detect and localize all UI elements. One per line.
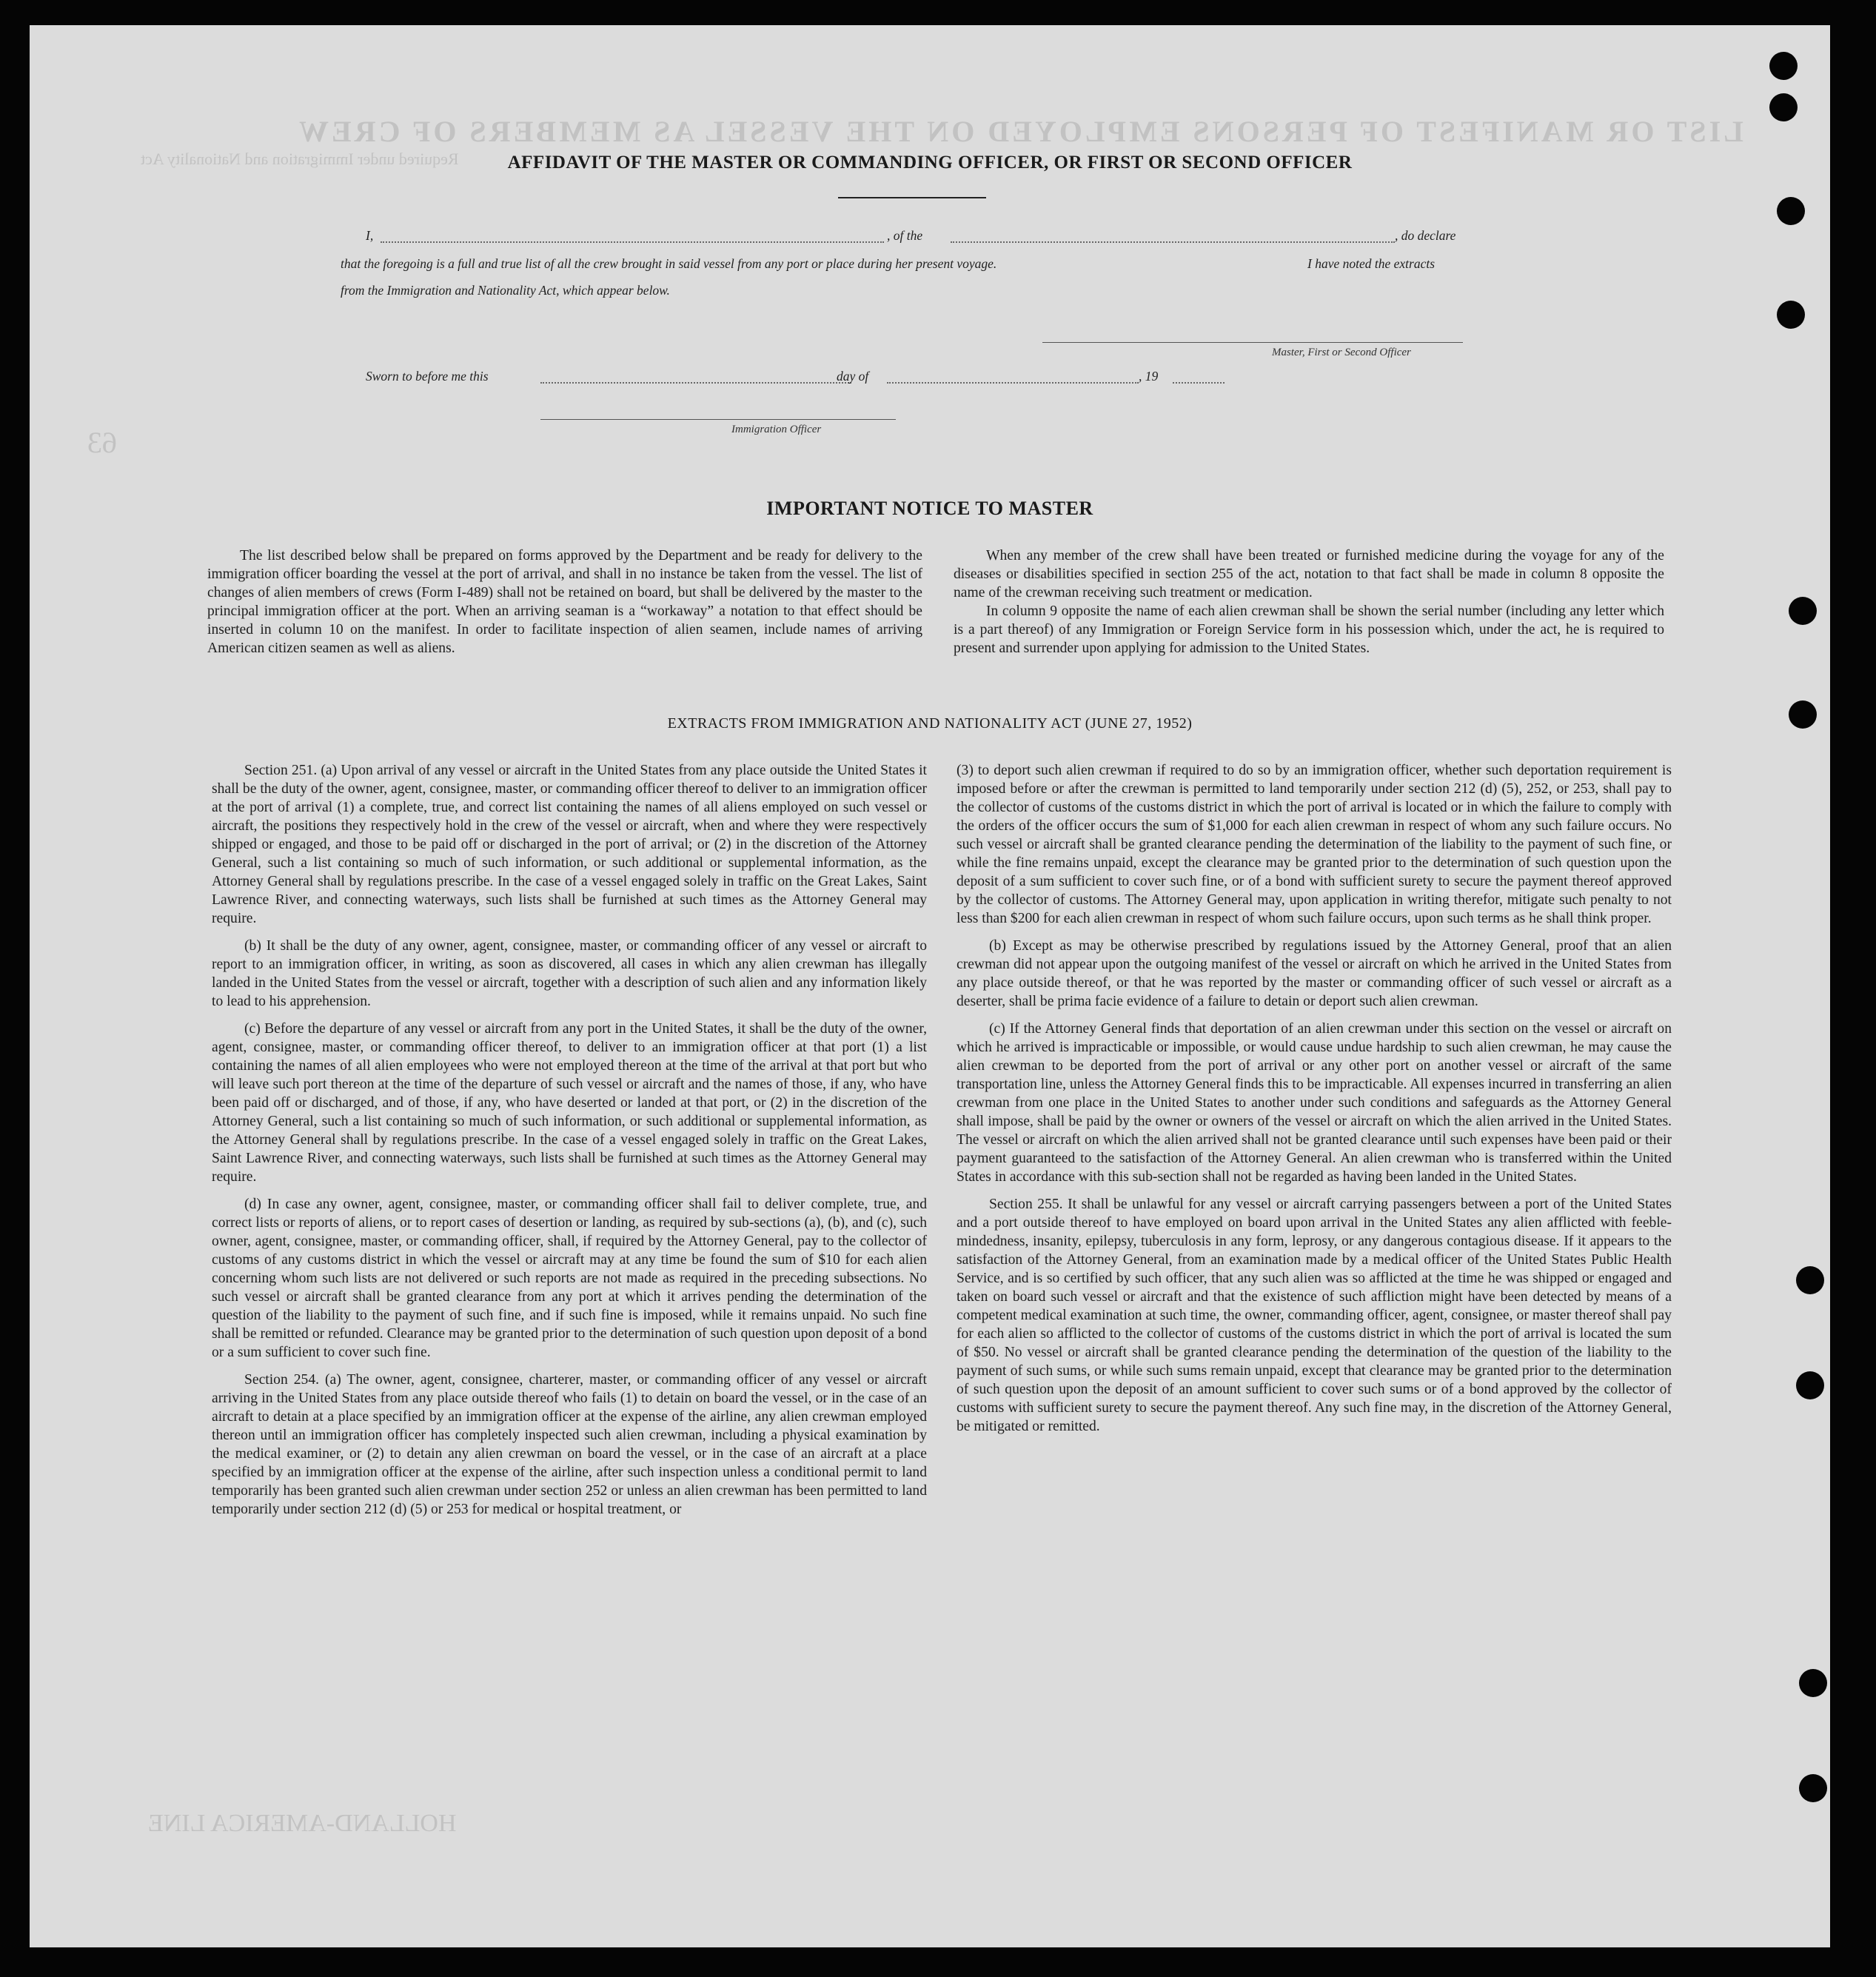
bleed-through-heading: LIST OR MANIFEST OF PERSONS EMPLOYED ON THE VESSEL AS MEMBERS OF CREW bbox=[296, 115, 1743, 148]
notice-right-paragraph-1: When any member of the crew shall have been treated or furnished medicine during the voyage for any of the diseases or disabilities specified in section 255 of the act, notation to that fact shall be made in column 8 opposite the name of the crewman receiving such treatment or medication. bbox=[954, 548, 1664, 601]
affidavit-line3: from the Immigration and Nationality Act, which appear below. bbox=[341, 283, 670, 298]
notice-title: IMPORTANT NOTICE TO MASTER bbox=[766, 498, 1093, 519]
year-label: , 19 bbox=[1139, 369, 1159, 384]
section-251d: (d) In case any owner, agent, consignee, master, or commanding officer shall fail to deliver complete, true, and correct lists or reports of aliens, or to report cases of desertion or landing, as required by sub-sections (a), (b), and (c), such owner, agent, consignee, master, or commanding officer, shall, if required by the Attorney General, pay to the collector of customs of any customs district in which the vessel or aircraft may at any time be found the sum of $10 for each alien concerning whom such lists are not delivered or such reports are not made as required in the preceding subsections. No such vessel or aircraft shall be granted clearance from any port at which it arrives pending the determination of the question of the liability to the payment of such fine, and if such fine is imposed, while it remains unpaid. No such fine shall be remitted or refunded. Clearance may be granted prior to the determination of such question upon deposit of a bond or a sum sufficient to cover such fine. bbox=[212, 1197, 927, 1360]
signature-line[interactable] bbox=[1042, 342, 1463, 343]
affidavit-i: I, bbox=[366, 228, 374, 243]
notice-right-paragraph-2: In column 9 opposite the name of each alien crewman shall be shown the serial number (including any letter which is a part thereof) of any Immigration or Foreign Service form in his possession which, under the act, he is required to present and surrender upon applying for admission to the United States. bbox=[954, 603, 1664, 656]
section-251a: Section 251. (a) Upon arrival of any vessel or aircraft in the United States from any place outside the United States it shall be the duty of the owner, agent, consignee, master, or commanding officer thereof to deliver to an immigration officer at the port of arrival (1) a complete, true, and correct list containing the names of all aliens employed on such vessel or aircraft, the positions they respectively hold in the crew of the vessel or aircraft, when and where they were respectively shipped or engaged, and those to be paid off or discharged in the port of arrival; or (2) in the discretion of the Attorney General, such a list containing so much of such information, or such additional or supplemental information, as the Attorney General shall by regulations prescribe. In the case of a vessel engaged solely in traffic on the Great Lakes, Saint Lawrence River, and connecting waterways, such lists shall be furnished at such times as the Attorney General may require. bbox=[212, 763, 927, 926]
affidavit-line2: that the foregoing is a full and true list of all the crew brought in said vessel from any port or place during her present voyage. bbox=[341, 256, 997, 271]
officer-signature-line[interactable] bbox=[540, 419, 896, 420]
section-254a-continued: (3) to deport such alien crewman if required to do so by an immigration officer, whether such deportation requirement is imposed before or after the crewman is permitted to land temporarily under section 212 (d) (5), 252, or 253, shall pay to the collector of customs of the customs district in which the port of arrival is located or in which the failure to comply with the orders of the officer occurs the sum of $1,000 for each alien crewman in respect of whom any such failure occurs. No such vessel or aircraft shall be granted clearance pending the determination of the liability to the payment of such fine, or while the fine remains unpaid, except the clearance may be granted prior to the determination of such question upon the deposit of a sum sufficient to cover such fine, or of a bond with sufficient surety to secure the payment thereof approved by the collector of customs. The Attorney General may, upon application in writing therefor, mitigate such penalty to not less than $200 for each alien crewman in respect of whom such failure occurs, upon such terms as he shall think proper. bbox=[957, 763, 1672, 926]
binder-hole bbox=[1777, 197, 1805, 225]
binder-hole bbox=[1799, 1774, 1827, 1802]
bleed-through-subheading: Required under Immigration and Nationality Act bbox=[141, 150, 459, 168]
binder-hole bbox=[1789, 700, 1817, 729]
month-blank[interactable] bbox=[887, 382, 1139, 384]
bleed-through-number: 63 bbox=[87, 426, 117, 459]
sworn-label: Sworn to before me this bbox=[366, 369, 489, 384]
title-underline bbox=[838, 197, 986, 198]
section-254a: Section 254. (a) The owner, agent, consignee, charterer, master, or commanding officer of any vessel or aircraft arriving in the United States from any place outside thereof who fails (1) to detain on board the vessel, or in the case of an aircraft to detain at a place specified by an immigration officer at the expense of the airline, any alien crewman employed thereon until an immigration officer has completely inspected such alien crewman, including a physical examination by the medical examiner, or (2) to detain any alien crewman on board the vessel, or in the case of an aircraft at a place specified by an immigration officer at the expense of the airline, after such inspection unless a conditional permit to land temporarily has been granted such alien crewman under section 252 or unless an alien crewman has been permitted to land temporarily under section 212 (d) (5) or 253 for medical or hospital treatment, or bbox=[212, 1372, 927, 1517]
binder-hole bbox=[1769, 52, 1798, 80]
extracts-right-column bbox=[957, 761, 1672, 1445]
officer-label: Immigration Officer bbox=[731, 424, 822, 435]
section-251c: (c) Before the departure of any vessel or aircraft from any port in the United States, it shall be the duty of the owner, agent, consignee, master, or commanding officer thereof, to deliver to an immigration officer at that port (1) a list containing the names of all alien employees who were not employed thereon at the time of the arrival at that port but who will leave such port thereon at the time of the departure of such vessel or aircraft and the names of those, if any, who have been paid off or discharged, and of those, if any, who have deserted or landed at that port, or (2) in the discretion of the Attorney General, such a list containing so much of such information, or such additional or supplemental information, as the Attorney General shall by regulations prescribe. In the case of a vessel engaged solely in traffic on the Great Lakes, Saint Lawrence River, and connecting waterways, such lists shall be furnished at such times as the Attorney General may require. bbox=[212, 1021, 927, 1185]
extracts-left-column bbox=[212, 761, 927, 1528]
vessel-blank[interactable] bbox=[951, 241, 1395, 243]
binder-hole bbox=[1796, 1266, 1824, 1294]
notice-left-column bbox=[207, 546, 922, 666]
day-of-label: day of bbox=[837, 369, 869, 384]
signature-label: Master, First or Second Officer bbox=[1272, 347, 1411, 358]
binder-hole bbox=[1799, 1669, 1827, 1697]
binder-hole bbox=[1777, 301, 1805, 329]
binder-hole bbox=[1769, 93, 1798, 121]
sworn-day-blank[interactable] bbox=[540, 382, 851, 384]
affidavit-of-the: , of the bbox=[887, 228, 923, 243]
notice-right-column bbox=[954, 546, 1664, 666]
section-255: Section 255. It shall be unlawful for any vessel or aircraft carrying passengers between a port of the United States and a port outside thereof to have employed on board upon arrival in the United States any alien afflicted with feeble-mindedness, insanity, epilepsy, tuberculosis in any form, leprosy, or any dangerous contagious disease. If it appears to the satisfaction of the Attorney General, from an examination made by a medical officer of the United States Public Health Service, and is so certified by such officer, that any such alien was so afflicted at the time he was shipped or engaged and taken on board such vessel or aircraft and that the existence of such affliction might have been detected by means of a competent medical examination at such time, the owner, commanding officer, agent, consignee, or master thereof shall pay for each alien so afflicted to the collector of customs of the customs district in which the port of arrival is located the sum of $50. No vessel or aircraft shall be granted clearance pending the determination of the question of the liability to the payment of such sums, or while such sums remain unpaid, except that clearance may be granted prior to the determination of such question upon the deposit of an amount sufficient to cover such sums or of a bond approved by the collector of customs with sufficient surety to secure the payment thereof. Any such fine may, in the discretion of the Attorney General, be mitigated or remitted. bbox=[957, 1197, 1672, 1434]
affidavit-do-declare: , do declare bbox=[1395, 228, 1456, 243]
year-blank[interactable] bbox=[1173, 382, 1225, 384]
section-254b: (b) Except as may be otherwise prescribed by regulations issued by the Attorney General, proof that an alien crewman did not appear upon the outgoing manifest of the vessel or aircraft on which he arrived in the United States from any place outside thereof, or that he was reported by the master or commanding officer of such vessel or aircraft as a deserter, shall be prima facie evidence of a failure to detain or deport such alien crewman. bbox=[957, 938, 1672, 1009]
extracts-title: EXTRACTS FROM IMMIGRATION AND NATIONALITY ACT (JUNE 27, 1952) bbox=[667, 715, 1193, 732]
binder-hole bbox=[1789, 597, 1817, 625]
section-251b: (b) It shall be the duty of any owner, agent, consignee, master, or commanding officer of any vessel or aircraft to report to an immigration officer, in writing, as soon as discovered, all cases in which any alien crewman has illegally landed in the United States from the vessel or aircraft, together with a description of such alien and any information likely to lead to his apprehension. bbox=[212, 938, 927, 1009]
binder-hole bbox=[1796, 1371, 1824, 1399]
affidavit-title: AFFIDAVIT OF THE MASTER OR COMMANDING OFFICER, OR FIRST OR SECOND OFFICER bbox=[507, 153, 1353, 173]
notice-left-paragraph: The list described below shall be prepared on forms approved by the Department and be ready for delivery to the immigration officer boarding the vessel at the port of arrival, and shall in no instance be taken from the vessel. The list of changes of alien members of crews (Form I-489) shall not be retained on board, but shall be delivered by the master to the principal immigration officer at the port. When an arriving seaman is a “workaway” a notation to that effect should be inserted in column 10 on the manifest. In order to facilitate inspection of alien seamen, include names of arriving American citizen seamen as well as aliens. bbox=[207, 548, 922, 656]
document-page bbox=[30, 25, 1830, 1947]
name-blank[interactable] bbox=[381, 241, 884, 243]
section-254c: (c) If the Attorney General finds that deportation of an alien crewman under this section on the vessel or aircraft on which he arrived is impracticable or impossible, or would cause undue hardship to such alien crewman, he may cause the alien crewman to be deported from the port of arrival or any other port on another vessel or aircraft of the same transportation line, unless the Attorney General finds this to be impracticable. All expenses incurred in transferring an alien crewman from one place in the United States to another under such conditions and safeguards as the Attorney General shall impose, shall be paid by the owner or owners of the vessel or aircraft on which the alien arrived in the United States. The vessel or aircraft on which the alien arrived shall not be granted clearance until such expenses have been paid or their payment guaranteed to the satisfaction of the Attorney General. An alien crewman who is transferred within the United States in accordance with this sub-section shall not be regarded as having been landed in the United States. bbox=[957, 1021, 1672, 1185]
affidavit-line2-right: I have noted the extracts bbox=[1307, 256, 1436, 271]
bleed-through-footer: HOLLAND-AMERICA LINE bbox=[148, 1810, 457, 1837]
